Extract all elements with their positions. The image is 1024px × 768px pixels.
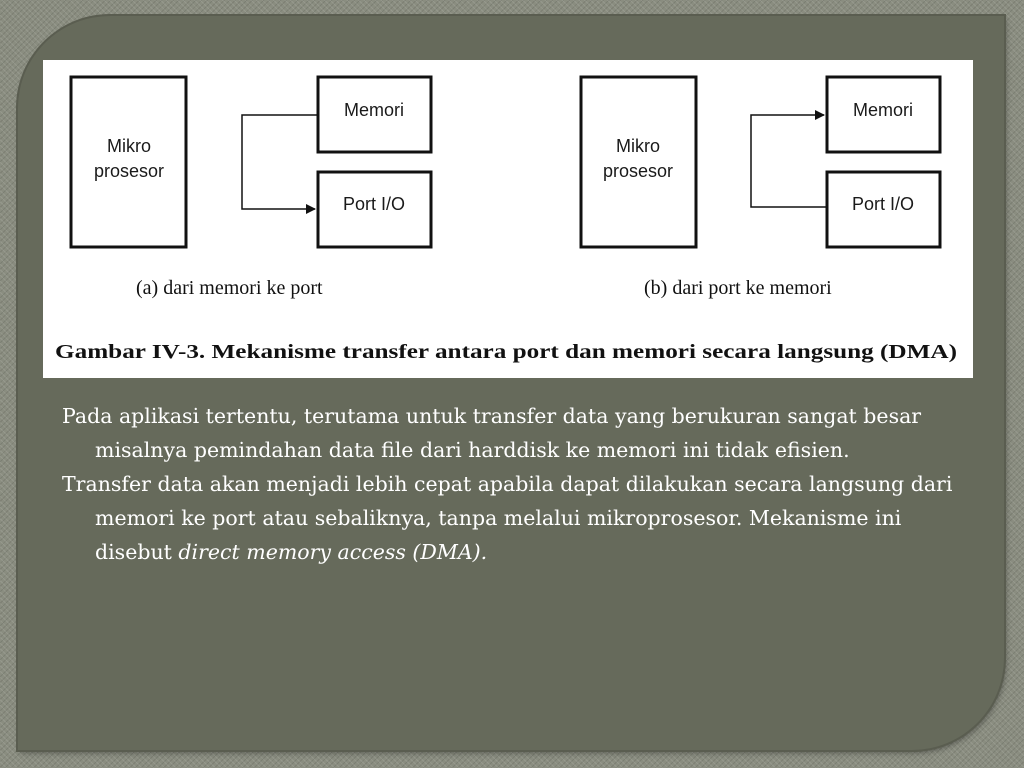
diagram-a-caption: (a) dari memori ke port	[136, 277, 323, 299]
diagram-a-cpu-label-1: Mikro	[107, 136, 151, 156]
body-text	[62, 399, 962, 569]
diagram-b-cpu-label-1: Mikro	[616, 136, 660, 156]
paragraph-1: Pada aplikasi tertentu, terutama untuk transfer data yang berukuran sangat besar misalnya pemindahan data file dari harddisk ke memori ini tidak efisien.	[62, 404, 922, 462]
diagram-b-cpu-label-2: prosesor	[602, 161, 674, 181]
dma-term: direct memory access (DMA).	[178, 540, 488, 564]
diagram-b-transfer-arrow	[751, 115, 826, 207]
dma-figure	[43, 60, 973, 378]
paragraph-2	[62, 467, 962, 569]
dma-diagram	[43, 60, 973, 378]
diagram-a-memory-label: Memori	[343, 100, 405, 120]
diagram-b-caption: (b) dari port ke memori	[644, 277, 832, 299]
diagram-a-transfer-arrow	[242, 115, 317, 209]
diagram-b	[581, 77, 940, 299]
diagram-a	[71, 77, 431, 299]
figure-caption: Gambar IV-3. Mekanisme transfer antara port dan memori secara langsung (DMA)	[55, 341, 957, 363]
diagram-b-memory-label: Memori	[852, 100, 914, 120]
diagram-a-cpu-label-2: prosesor	[93, 161, 165, 181]
diagram-b-port-label: Port I/O	[851, 194, 915, 214]
diagram-a-port-label: Port I/O	[342, 194, 406, 214]
paragraph-2-text: Transfer data akan menjadi lebih cepat apabila dapat dilakukan secara langsung dari memori ke port atau sebaliknya, tanpa melalui mikroprosesor. Mekanisme ini disebut	[62, 472, 953, 564]
